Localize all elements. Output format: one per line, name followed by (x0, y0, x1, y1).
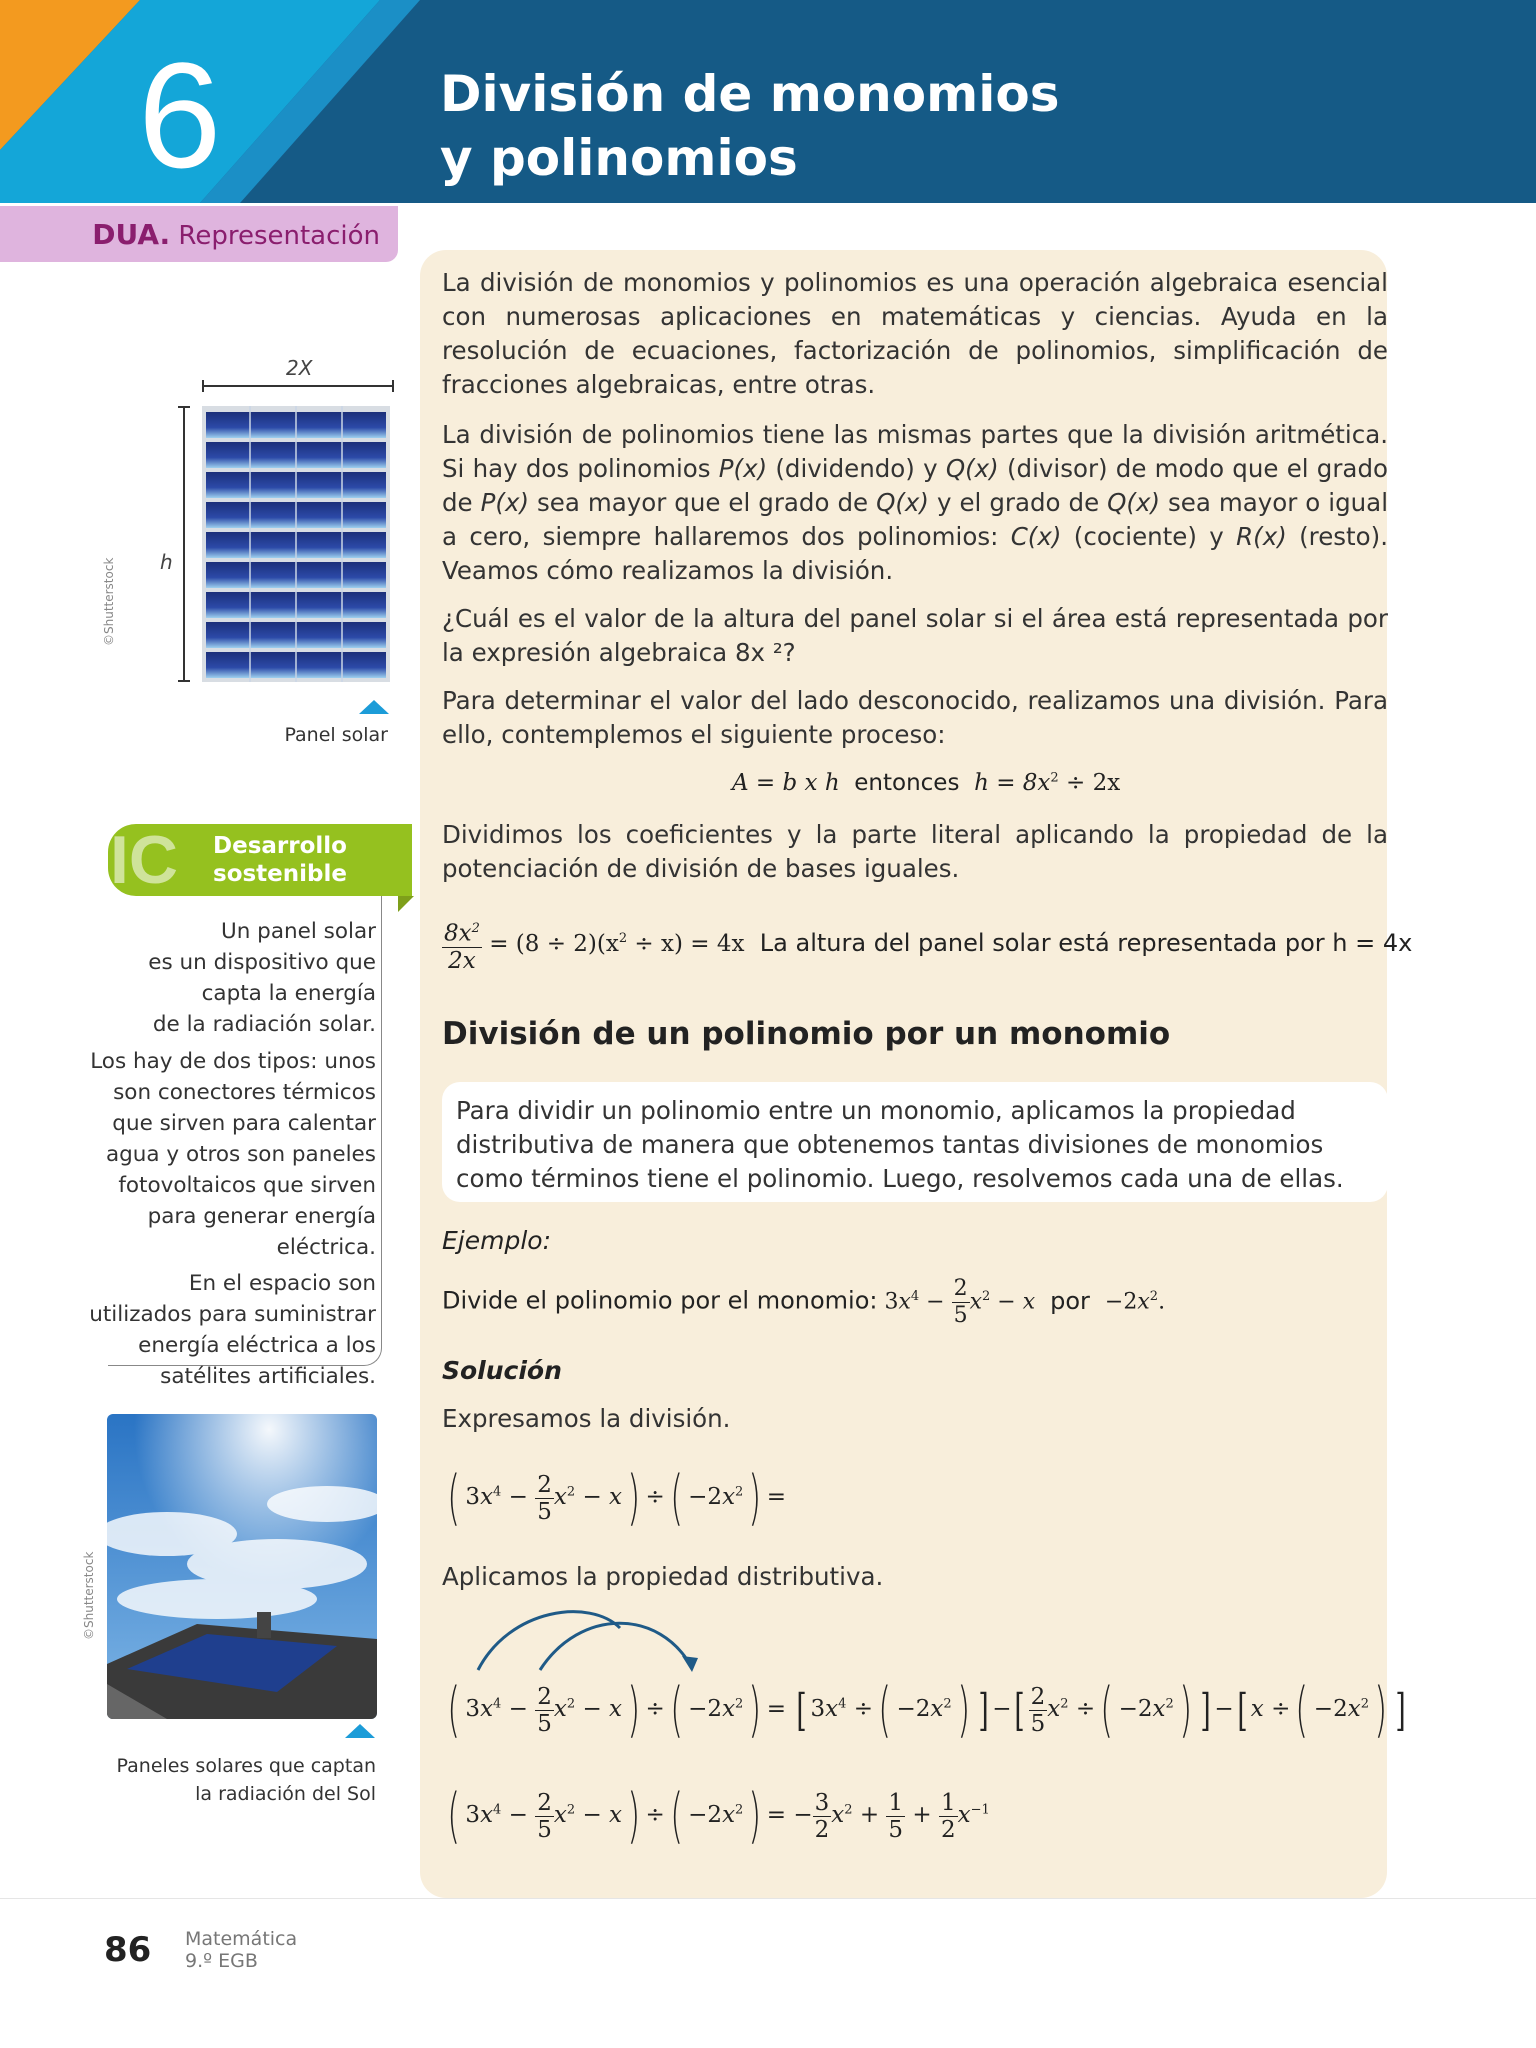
text-line: En el espacio son (188, 1271, 376, 1296)
text-line: satélites artificiales. (160, 1364, 376, 1389)
height-label: h (160, 550, 173, 574)
px-term: P(x) (480, 488, 530, 517)
width-label: 2X (286, 356, 313, 380)
section-title: División de un polinomio por un monomio (442, 1016, 1171, 1052)
page-number: 86 (104, 1930, 152, 1970)
num-text: 8x (444, 920, 472, 947)
text-line: son conectores térmicos (113, 1080, 376, 1105)
text-line: agua y otros son paneles (105, 1142, 376, 1167)
sustainable-title-line-2: sostenible (213, 861, 347, 887)
height-dimension-line (176, 406, 192, 682)
text-line: utilizados para suministrar (89, 1302, 376, 1327)
question-paragraph: ¿Cuál es el valor de la altura del panel solar si el área está representada por la expresión algebraica 8x ²? (442, 604, 1388, 667)
solar-roof-photo (107, 1414, 377, 1719)
figure1-credit: ©Shutterstock (102, 557, 116, 646)
caption-marker-icon (345, 1724, 375, 1738)
eq2-part: ÷ x) = 4x (627, 930, 745, 957)
text-line: capta la energía (201, 981, 376, 1006)
numerator: $8x^2$ (442, 916, 482, 948)
text-run: La división de polinomios tiene las mismas partes que la división aritmética. Si hay dos polinomios (442, 420, 1388, 483)
caption-line: Paneles solares que captan (116, 1755, 376, 1777)
width-dimension-line (202, 378, 394, 394)
text-line: eléctrica. (276, 1235, 376, 1260)
exp-2: 2 (1050, 770, 1059, 786)
sustainable-title (210, 832, 350, 888)
caption-marker-icon (359, 700, 389, 714)
fraction-8x2-over-2x (442, 916, 482, 974)
equation-area (732, 770, 1120, 796)
text-run: sea mayor que el grado de (529, 488, 877, 517)
sustainable-title-line-1: Desarrollo (213, 833, 347, 859)
figure2-caption (76, 1752, 376, 1808)
text-line: fotovoltaicos que sirven (118, 1173, 376, 1198)
page-title (440, 62, 1440, 190)
eq-div-2x: ÷ 2x (1058, 770, 1121, 796)
example-por: por (1050, 1286, 1090, 1315)
text-line: para generar energía (147, 1204, 376, 1229)
text-run: (resto). Veamos cómo realizamos la división. (442, 522, 1388, 585)
example-label: Ejemplo: (442, 1226, 552, 1255)
footer-grade: 9.º EGB (185, 1950, 258, 1972)
text-run: (cociente) y (1061, 522, 1237, 551)
text-line: energía eléctrica a los (138, 1333, 376, 1358)
distributive-expansion: ( $3x^4$ − $\frac{2}{5}$ $x^2 - x$) ÷( $-2x^2$) = [ $3x^4$ ÷( $-2x^2$) ] −[ $\frac{2}{5}$ $x^2$ ÷( $-2x^2$) ] −[ x ÷( $-2x^2$) ] (447, 1675, 1407, 1745)
px-term: P(x) (718, 454, 768, 483)
example-statement: Divide el polinomio por el monomio: $3x^4$ − $\frac{2}{5}$ $x^2 - x$ por $-2x^2$. (442, 1276, 1166, 1328)
chapter-header (0, 0, 1536, 203)
fraction-2-5: $\frac{2}{5}$ (953, 1276, 968, 1328)
sustainable-paragraph-3 (76, 1268, 376, 1392)
qx-term: Q(x) (876, 488, 929, 517)
sustainable-paragraph-2 (76, 1046, 376, 1263)
eq-area-left: A = b x h (732, 770, 840, 796)
text-line: que sirven para calentar (112, 1111, 376, 1136)
text-run: (dividendo) y (767, 454, 946, 483)
text-run: (divisor) de modo que el grado de (442, 454, 1388, 517)
solution-label: Solución (442, 1356, 562, 1385)
rule-box: Para dividir un polinomio entre un monomio, aplicamos la propiedad distributiva de manera que obtenemos tantas divisiones de monomios como términos tiene el polinomio. Luego, resolvemos cada una de ellas. (442, 1082, 1388, 1202)
figure2-credit: ©Shutterstock (82, 1551, 96, 1640)
distributive-arrows (470, 1598, 710, 1678)
figure1-caption: Panel solar (284, 724, 388, 746)
example-text: Divide el polinomio por el monomio: (442, 1286, 878, 1315)
intro-paragraph: La división de monomios y polinomios es una operación algebraica esencial con numerosas aplicaciones en matemáticas y ciencias. Ayuda en la resolución de ecuaciones, factorización de polinomios, simplificación de fracciones algebraicas, entre otras. (442, 268, 1388, 399)
rx-term: R(x) (1236, 522, 1287, 551)
footer-subject: Matemática (185, 1928, 298, 1950)
eq-h: h = 8x (974, 770, 1051, 796)
sustainable-paragraph-1 (76, 916, 376, 1040)
title-line-2: y polinomios (440, 129, 798, 187)
divide-coefficients-paragraph: Dividimos los coeficientes y la parte literal aplicando la propiedad de la potenciación de división de bases iguales. (442, 820, 1388, 883)
dua-tag (0, 206, 398, 262)
text-run: y el grado de (929, 488, 1108, 517)
eq2-text: La altura del panel solar está representada por h = 4x (759, 928, 1413, 957)
eq2-part: = (8 ÷ 2)(x (489, 930, 619, 957)
text-line: es un dispositivo que (148, 950, 376, 975)
denominator: 2x (448, 947, 476, 974)
apply-text: Aplicamos la propiedad distributiva. (442, 1562, 884, 1591)
dua-rest: Representación (170, 221, 380, 251)
chapter-number: 6 (138, 31, 222, 199)
cx-term: C(x) (1010, 522, 1062, 551)
qx-term: Q(x) (945, 454, 999, 483)
final-result: ( $3x^4$ − $\frac{2}{5}$ $x^2 - x$) ÷( $-2x^2$) = − $\frac{3}{2}$ $x^2$ + $\frac{1}{5}$ + $\frac{1}{2}$ $x^{-1}$ (447, 1781, 990, 1851)
dua-bold: DUA. (92, 218, 171, 251)
dua-label (92, 218, 380, 251)
ic-logo-icon: IC (110, 822, 178, 898)
expression-division: ( $3x^4$ − $\frac{2}{5}$ $x^2 - x$) ÷( $-2x^2$) = (447, 1463, 787, 1533)
eq-entonces: entonces (854, 770, 960, 796)
title-line-1: División de monomios (440, 65, 1060, 123)
text-line: Un panel solar (220, 919, 376, 944)
express-text: Expresamos la división. (442, 1404, 731, 1433)
text-run: sea mayor o igual a cero, siempre hallaremos dos polinomios: (442, 488, 1388, 551)
solar-panel-image (202, 406, 390, 682)
equation-height: $\frac{8x^2}{2x}$ = $(8 \div 2)(x^2 \div x) = 4x$ La altura del panel solar está representada por h = 4x (442, 916, 1412, 974)
qx-term: Q(x) (1107, 488, 1161, 517)
polynomial-parts-paragraph (442, 418, 1388, 588)
footer-divider (0, 1898, 1536, 1899)
text-line: de la radiación solar. (152, 1012, 376, 1037)
caption-line: la radiación del Sol (195, 1783, 376, 1805)
badge-corner-icon (398, 896, 414, 912)
text-line: Los hay de dos tipos: unos (90, 1049, 376, 1074)
determine-paragraph: Para determinar el valor del lado desconocido, realizamos una división. Para ello, contemplemos el siguiente proceso: (442, 686, 1388, 749)
